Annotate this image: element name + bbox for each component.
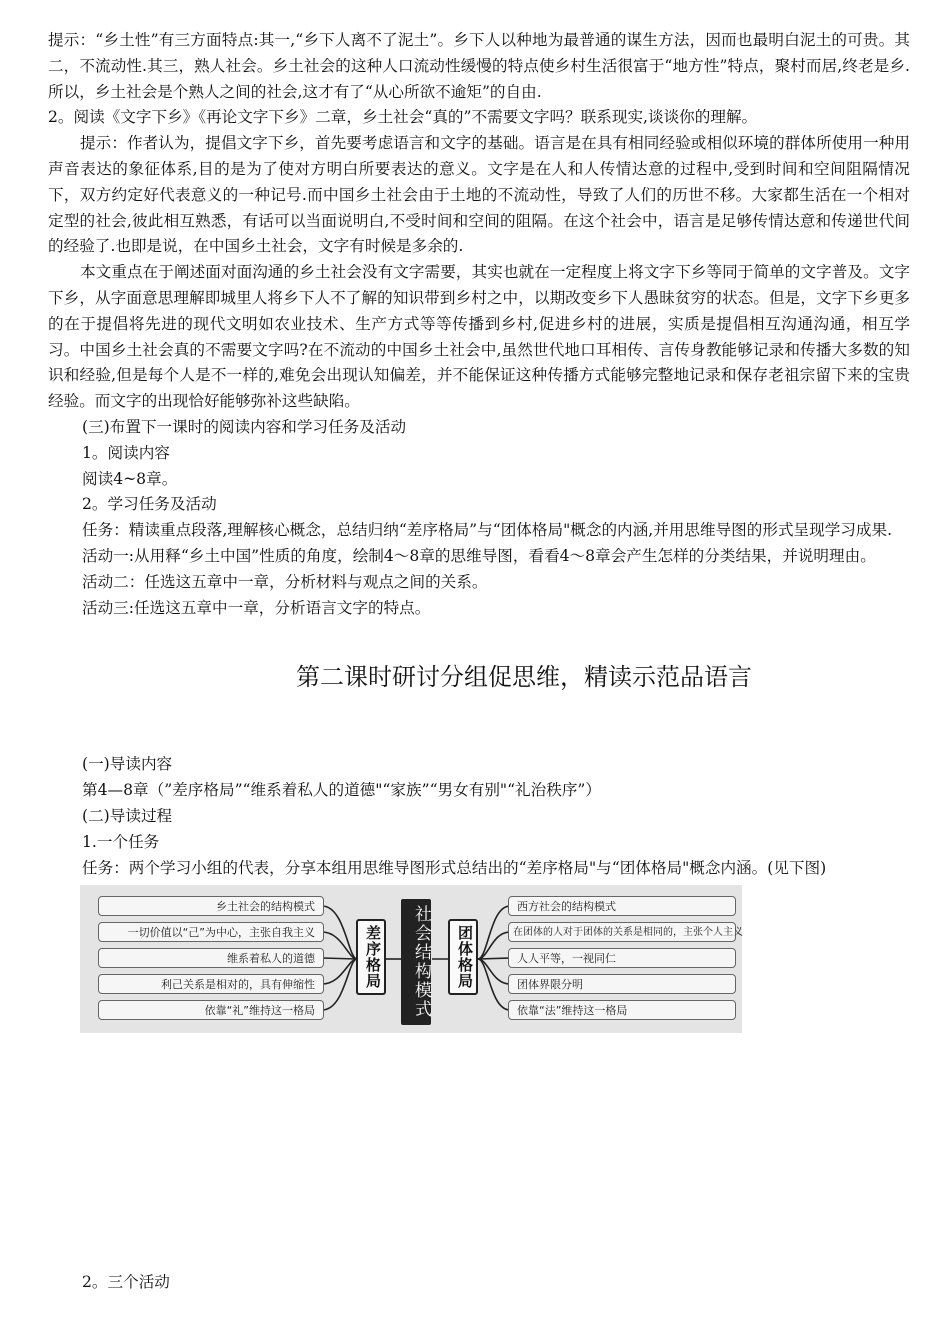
- right-item-1: 西方社会的结构模式: [508, 896, 736, 916]
- paragraph-analysis: 本文重点在于阐述面对面沟通的乡土社会没有文字需要，其实也就在一定程度上将文字下乡等同于简单的文字普及。文字下乡，从字面意思理解即城里人将乡下人不了解的知识带到乡村之中，以期改变乡下人愚昧贫穷的状态。但是，文字下乡更多的在于提倡将先进的现代文明如农业技术、生产方式等等传播到乡村,促进乡村的进展，实质是提倡相互沟通沟通，相互学习。中国乡土社会真的不需要文字吗?在不流动的中国乡土社会中,虽然世代地口耳相传、言传身教能够记录和传播大多数的知识和经验,但是每个人是不一样的,难免会出现认知偏差，并不能保证这种传播方式能够完整地记录和保存老祖宗留下来的宝贵经验。而文字的出现恰好能够弥补这些缺陷。: [48, 263, 910, 411]
- lesson-title: 第二课时研讨分组促思维，精读示范品语言: [296, 663, 752, 692]
- task-description: 任务：精读重点段落,理解核心概念，总结归纳“差序格局”与“团体格局"概念的内涵,并用思维导图的形式呈现学习成果.: [82, 521, 893, 540]
- left-item-3: 维系着私人的道德: [98, 948, 324, 968]
- guide-process-heading: (二)导读过程: [82, 806, 173, 825]
- left-item-2: 一切价值以“己”为中心，主张自我主义: [98, 922, 324, 942]
- three-activities-heading: 2。三个活动: [82, 1273, 170, 1291]
- left-item-4: 利己关系是相对的，具有伸缩性: [98, 974, 324, 994]
- right-item-4: 团体界限分明: [508, 974, 736, 994]
- activity-2: 活动二：任选这五章中一章，分析材料与观点之间的关系。: [82, 572, 488, 591]
- left-node-differential-order: 差序格局: [356, 919, 386, 995]
- one-task-description: 任务：两个学习小组的代表，分享本组用思维导图形式总结出的“差序格局"与“团体格局"概念内涵。(见下图): [82, 858, 827, 877]
- right-item-2: 在团体的人对于团体的关系是相同的，主张个人主义: [508, 922, 736, 942]
- title-wrapper: [48, 657, 910, 692]
- reading-range: 阅读4~8章。: [82, 469, 178, 488]
- activity-3: 活动三:任选这五章中一章，分析语言文字的特点。: [82, 598, 431, 617]
- one-task-heading: 1.一个任务: [82, 832, 160, 851]
- mind-map-image: [80, 885, 742, 1033]
- guide-content-heading: (一)导读内容: [82, 755, 173, 774]
- reading-content-heading: 1。阅读内容: [82, 443, 170, 462]
- section-3-heading: (三)布置下一课时的阅读内容和学习任务及活动: [82, 417, 407, 436]
- right-node-group-pattern: 团体格局: [448, 919, 478, 995]
- activity-1: 活动一:从用释“乡土中国”性质的角度，绘制4～8章的思维导图，看看4～8章会产生怎样的分类结果，并说明理由。: [82, 546, 876, 565]
- left-item-1: 乡土社会的结构模式: [98, 896, 324, 916]
- right-item-5: 依靠“法”维持这一格局: [508, 1000, 736, 1020]
- chapters-list: 第4—8章（”差序格局”“维系着私人的道德"“家族”“男女有别"“礼治秩序”）: [82, 781, 601, 800]
- question-2: 2。阅读《文字下乡》《再论文字下乡》二章，乡土社会“真的”不需要文字吗？联系现实,谈谈你的理解。: [48, 108, 758, 127]
- right-item-3: 人人平等，一视同仁: [508, 948, 736, 968]
- document-body: [48, 28, 910, 1033]
- tasks-heading: 2。学习任务及活动: [82, 495, 217, 514]
- center-node-social-structure: 社会结构模式: [401, 899, 431, 1025]
- left-item-5: 依靠“礼”维持这一格局: [98, 1000, 324, 1020]
- paragraph-hint-rural: 提示：“乡土性”有三方面特点:其一,“乡下人离不了泥土”。乡下人以种地为最普通的谋生方法，因而也最明白泥土的可贵。其二，不流动性.其三，熟人社会。乡土社会的这种人口流动性缓慢的特点使乡村生活很富于“地方性”特点，聚村而居,终老是乡.所以，乡土社会是个熟人之间的社会,这才有了“从心所欲不逾矩”的自由.: [48, 31, 910, 101]
- paragraph-hint-writing: 提示：作者认为，提倡文字下乡，首先要考虑语言和文字的基础。语言是在具有相同经验或相似环境的群体所使用一种用声音表达的象征体系,目的是为了使对方明白所要表达的意义。文字是在人和人传情达意的过程中,受到时间和空间阻隔情况下，双方约定好代表意义的一种记号.而中国乡土社会由于土地的不流动性，导致了人们的历世不移。大家都生活在一个相对定型的社会,彼此相互熟悉，有话可以当面说明白,不受时间和空间的阻隔。在这个社会中，语言是足够传情达意和传递世代间的经验了.也即是说，在中国乡土社会，文字有时候是多余的.: [48, 134, 910, 256]
